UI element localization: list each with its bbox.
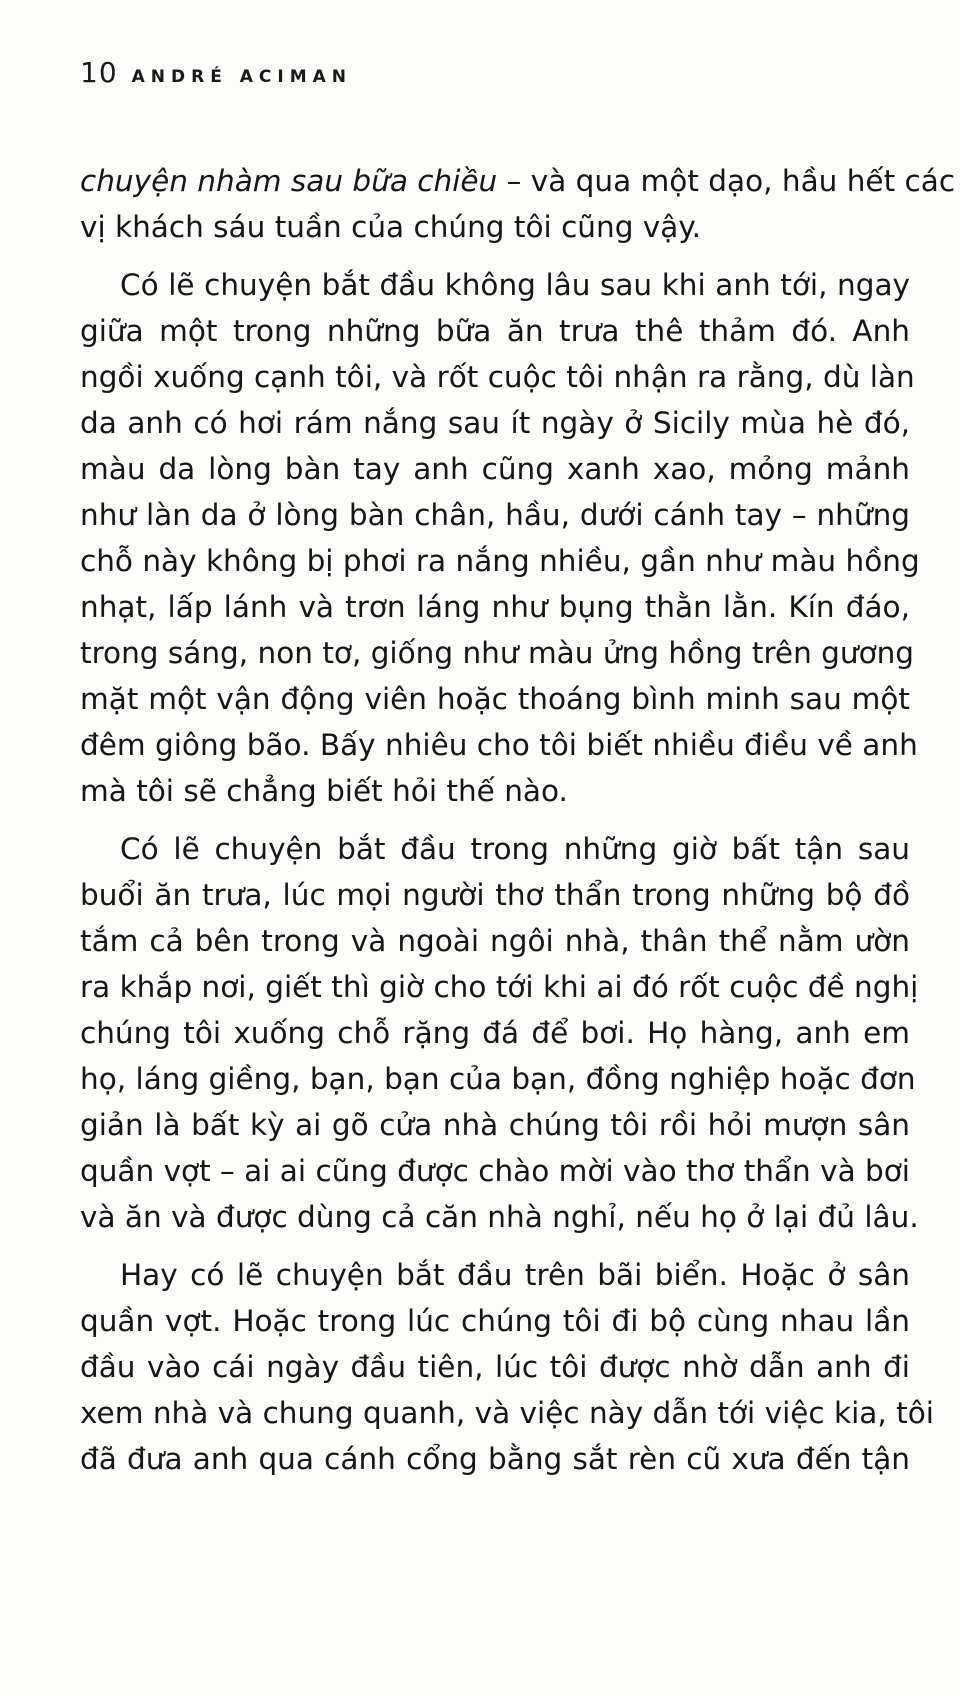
page-number: 10	[80, 56, 118, 89]
running-head-author: ANDRÉ ACIMAN	[131, 67, 353, 87]
text-line: Có lẽ chuyện bắt đầu trong những giờ bất tận sau	[120, 832, 910, 866]
text-line: đêm giông bão. Bấy nhiêu cho tôi biết nhiều điều về anh	[80, 728, 918, 762]
text-line: ngồi xuống cạnh tôi, và rốt cuộc tôi nhận ra rằng, dù làn	[80, 360, 915, 394]
italic-phrase: chuyện nhàm sau bữa chiều	[80, 164, 498, 198]
text-line: quần vợt. Hoặc trong lúc chúng tôi đi bộ cùng nhau lần	[80, 1304, 910, 1338]
text-line: đã đưa anh qua cánh cổng bằng sắt rèn cũ xưa đến tận	[80, 1442, 910, 1476]
text-line: chúng tôi xuống chỗ rặng đá để bơi. Họ hàng, anh em	[80, 1016, 910, 1050]
page-header	[80, 56, 352, 96]
paragraph	[80, 826, 919, 1240]
text-line: chuyện nhàm sau bữa chiều – và qua một dạo, hầu hết các	[80, 164, 956, 198]
text-line: giữa một trong những bữa ăn trưa thê thảm đó. Anh	[80, 314, 910, 348]
text-line: trong sáng, non tơ, giống như màu ửng hồng trên gương	[80, 636, 915, 670]
body-text	[80, 158, 956, 1482]
text-line: buổi ăn trưa, lúc mọi người thơ thẩn trong những bộ đồ	[80, 878, 910, 912]
text-line: Có lẽ chuyện bắt đầu không lâu sau khi anh tới, ngay	[120, 268, 910, 302]
paragraph	[80, 158, 956, 250]
text-line: tắm cả bên trong và ngoài ngôi nhà, thân thể nằm ườn	[80, 924, 910, 958]
text-line: vị khách sáu tuần của chúng tôi cũng vậy.	[80, 210, 701, 244]
text-line: và ăn và được dùng cả căn nhà nghỉ, nếu họ ở lại đủ lâu.	[80, 1200, 919, 1234]
text-line: họ, láng giềng, bạn, bạn của bạn, đồng nghiệp hoặc đơn	[80, 1062, 916, 1096]
text-line: da anh có hơi rám nắng sau ít ngày ở Sicily mùa hè đó,	[80, 406, 910, 440]
text-line: như làn da ở lòng bàn chân, hầu, dưới cánh tay – những	[80, 498, 910, 532]
paragraph	[80, 262, 920, 814]
text-line: nhạt, lấp lánh và trơn láng như bụng thằn lằn. Kín đáo,	[80, 590, 910, 624]
text-line: giản là bất kỳ ai gõ cửa nhà chúng tôi rồi hỏi mượn sân	[80, 1108, 910, 1142]
text-line: mặt một vận động viên hoặc thoáng bình minh sau một	[80, 682, 910, 716]
text-line: quần vợt – ai ai cũng được chào mời vào thơ thẩn và bơi	[80, 1154, 910, 1188]
text-line: mà tôi sẽ chẳng biết hỏi thế nào.	[80, 774, 568, 808]
text-line: Hay có lẽ chuyện bắt đầu trên bãi biển. Hoặc ở sân	[120, 1258, 910, 1292]
text-line: màu da lòng bàn tay anh cũng xanh xao, mỏng mảnh	[80, 452, 910, 486]
text-line: xem nhà và chung quanh, và việc này dẫn tới việc kia, tôi	[80, 1396, 934, 1430]
paragraph	[80, 1252, 934, 1482]
text-line: chỗ này không bị phơi ra nắng nhiều, gần như màu hồng	[80, 544, 920, 578]
text-line: đầu vào cái ngày đầu tiên, lúc tôi được nhờ dẫn anh đi	[80, 1350, 910, 1384]
text-line: ra khắp nơi, giết thì giờ cho tới khi ai đó rốt cuộc đề nghị	[80, 970, 919, 1004]
